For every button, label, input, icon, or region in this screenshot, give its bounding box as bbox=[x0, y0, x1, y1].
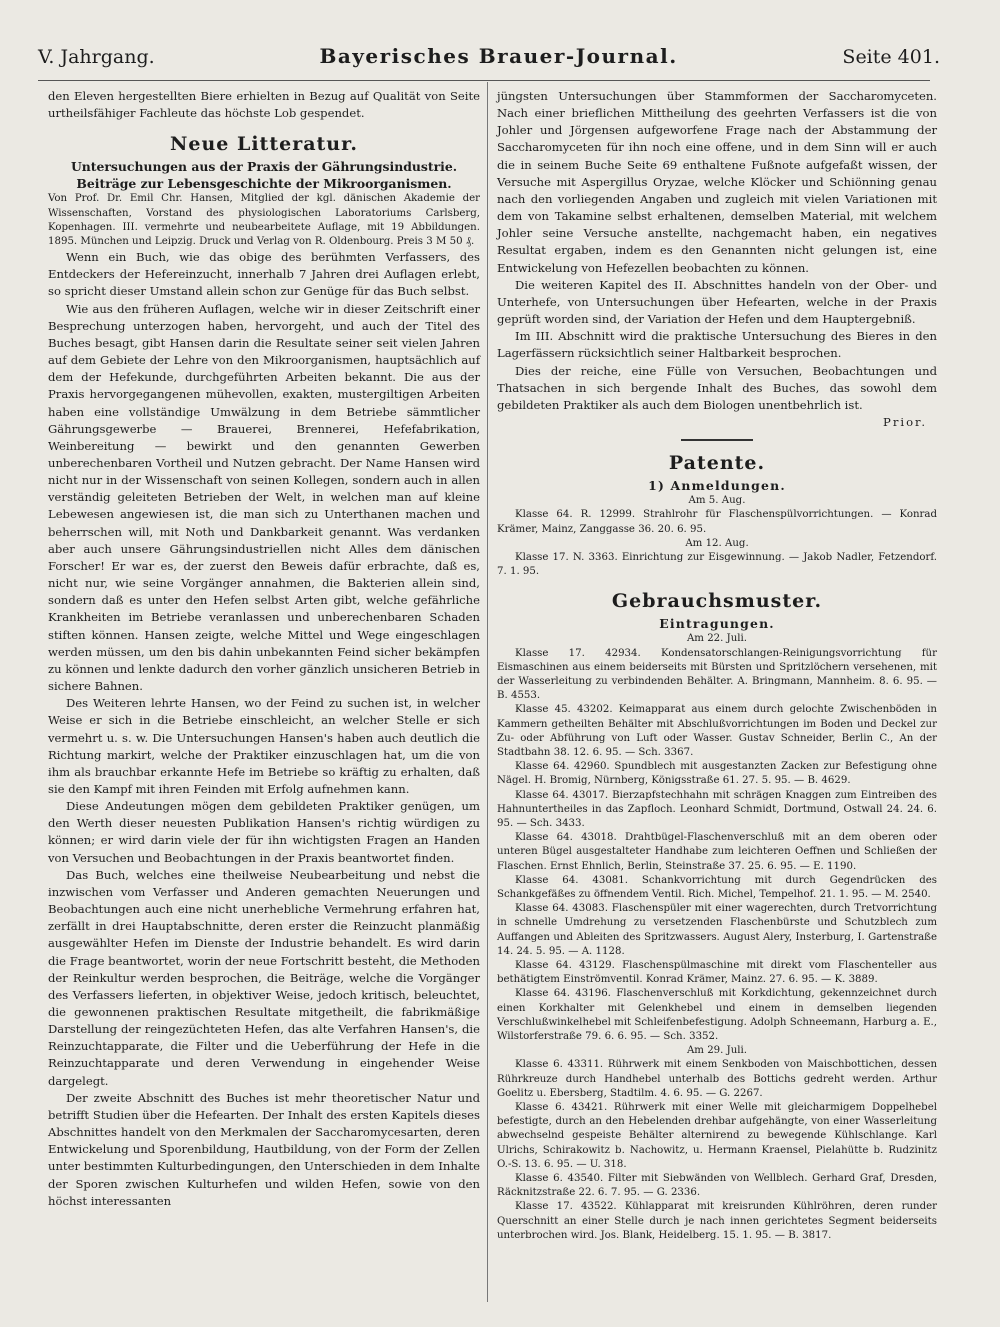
intro-paragraph: den Eleven hergestellten Biere erhielten in Bezug auf Qualität von Seite urtheilsfähiger Fachleute das höchste Lob gespendet. bbox=[48, 89, 480, 121]
section-title-patents: Patente. bbox=[668, 452, 766, 475]
register-entry: Klasse 64. 43018. Drahtbügel-Flaschenverschluß mit an dem oberen oder unteren Bügel ausgestalteter Handhabe zum leichteren Oeffnen und Schließen der Flaschen. Ernst Ehnlich, Berlin, Steinstraße 37. 25. 6. 95. — E. 1190. bbox=[497, 832, 937, 872]
entry-date: Am 22. Juli. bbox=[686, 633, 748, 645]
section-title-utility-models: Gebrauchsmuster. bbox=[611, 590, 823, 613]
entry-date: Am 29. Juli. bbox=[686, 1045, 748, 1057]
register-entry: Klasse 64. 43083. Flaschenspüler mit einer wagerechten, durch Tretvorrichtung in schnelle Umdrehung zu versetzenden Flaschenbürste und Schutzblech zum Auffangen und Ableiten des Spritzwassers. August Alery, Insterburg, I. Gartenstraße 14. 24. 5. 95. — A. 1128. bbox=[497, 903, 937, 957]
review-paragraph: Die weiteren Kapitel des II. Abschnittes handeln von der Ober- und Unterhefe, von Untersuchungen über Hefearten, welche in der Praxis geprüft worden sind, der Variation der Hefen und dem Hauptergebniß. bbox=[497, 277, 937, 327]
register-entry: Klasse 64. 43129. Flaschenspülmaschine mit direkt vom Flaschenteller aus bethätigtem Einströmventil. Konrad Krämer, Mainz. 27. 6. 95. — K. 3889. bbox=[497, 960, 937, 986]
section-divider bbox=[681, 439, 753, 441]
book-title-line-2: Beiträge zur Lebensgeschichte der Mikroorganismen. bbox=[76, 176, 452, 192]
volume-label: V. Jahrgang. bbox=[38, 46, 155, 68]
left-column bbox=[48, 88, 480, 1210]
register-entry: Klasse 64. 42960. Spundblech mit ausgestanzten Zacken zur Befestigung ohne Nägel. H. Bromig, Nürnberg, Königsstraße 61. 27. 5. 95. — B. 4629. bbox=[497, 761, 937, 787]
page-header bbox=[38, 44, 940, 78]
review-paragraph: Der zweite Abschnitt des Buches ist mehr theoretischer Natur und betrifft Studien über die Hefearten. Der Inhalt des ersten Kapitels dieses Abschnittes handelt von den Merkmalen der Saccharomycesarten, deren Entwickelung und Sporenbildung, Hautbildung, von der Form der Zellen unter bestimmten Kulturbedingungen, den Unterschieden in dem Inhalte der Sporen zwischen Kulturhefen und wilden Hefen, sowie von den höchst interessanten bbox=[48, 1090, 480, 1208]
utility-models-list bbox=[497, 632, 937, 1243]
register-entry: Klasse 64. 43017. Bierzapfstechhahn mit schrägen Knaggen zum Eintreiben des Hahnuntertheiles in das Zapfloch. Leonhard Schmidt, Dortmund, Ostwall 24. 24. 6. 95. — Sch. 3433. bbox=[497, 789, 937, 829]
page-number: Seite 401. bbox=[842, 46, 940, 68]
review-paragraph: Im III. Abschnitt wird die praktische Untersuchung des Bieres in den Lagerfässern rücksichtlich seiner Haltbarkeit besprochen. bbox=[497, 329, 937, 361]
utility-models-subtitle: Eintragungen. bbox=[659, 616, 775, 632]
register-entry: Klasse 6. 43421. Rührwerk mit einer Welle mit gleicharmigem Doppelhebel befestigte, durch an den Hebelenden drehbar aufgehängte, von einer Wasserleitung abwechselnd gespeiste Behälter alternirend zu bewegende Kühlschlange. Karl Ulrichs, Schirakowitz b. Nachowitz, u. Hermann Kraensel, Pielahütte b. Rudzinitz O.-S. 13. 6. 95. — U. 318. bbox=[497, 1102, 937, 1170]
review-paragraph: Dies der reiche, eine Fülle von Versuchen, Beobachtungen und Thatsachen in sich bergende Inhalt des Buches, das sowohl dem gebildeten Praktiker als auch dem Biologen unentbehrlich ist. bbox=[497, 363, 937, 412]
register-entry: Klasse 6. 43540. Filter mit Siebwänden von Wellblech. Gerhard Graf, Dresden, Räcknitzstraße 22. 6. 7. 95. — G. 2336. bbox=[497, 1173, 937, 1199]
journal-title: Bayerisches Brauer-Journal. bbox=[319, 44, 678, 68]
register-entry: Klasse 64. 43196. Flaschenverschluß mit Korkdichtung, gekennzeichnet durch einen Korkhalter mit Gelenkhebel und einem in demselben liegenden Verschlußwinkelhebel mit Schleifenbefestigung. Adolph Schneemann, Harburg a. E., Wilstorferstraße 79. 6. 6. 95. — Sch. 3352. bbox=[497, 988, 937, 1043]
register-entry: Klasse 64. R. 12999. Strahlrohr für Flaschenspülvorrichtungen. — Konrad Krämer, Mainz, Zanggasse 36. 20. 6. 95. bbox=[497, 509, 937, 535]
header-rule bbox=[38, 80, 930, 81]
register-entry: Klasse 45. 43202. Keimapparat aus einem durch gelochte Zwischenböden in Kammern getheilten Behälter mit Abschlußvorrichtungen im Boden und Deckel zur Zu- oder Abführung von Luft oder Wasser. Gustav Schneider, Berlin C., An der Stadtbahn 38. 12. 6. 95. — Sch. 3367. bbox=[497, 704, 937, 758]
review-paragraph: Wenn ein Buch, wie das obige des berühmten Verfassers, des Entdeckers der Hefereinzucht, innerhalb 7 Jahren drei Auflagen erlebt, so spricht dieser Umstand allein schon zur Genüge für das Buch selbst. bbox=[48, 250, 480, 299]
register-entry: Klasse 64. 43081. Schankvorrichtung mit durch Gegendrücken des Schankgefäßes zu öffnendem Ventil. Rich. Michel, Tempelhof. 21. 1. 95. — M. 2540. bbox=[497, 874, 937, 900]
book-title-line-1: Untersuchungen aus der Praxis der Gährungsindustrie. bbox=[70, 159, 458, 175]
patents-subtitle: 1) Anmeldungen. bbox=[648, 478, 786, 494]
review-paragraph: Diese Andeutungen mögen dem gebildeten Praktiker genügen, um den Werth dieser neuesten Publikation Hansen's richtig würdigen zu können; er wird darin viele der für ihn wichtigsten Fragen an Handen von Versuchen und Beobachtungen in der Praxis beantwortet finden. bbox=[48, 799, 480, 865]
review-paragraph: jüngsten Untersuchungen über Stammformen der Saccharomyceten. Nach einer brieflichen Mittheilung des geehrten Verfassers ist die von Johler und Jörgensen aufgeworfene Frage nach der Abstammung der Saccharomyceten für ihn noch eine offene, und in dem Sinn will er auch die in seinem Buche Seite 69 enthaltene Fußnote aufgefaßt wissen, der Versuche mit Aspergillus Oryzae, welche Klöcker und Schiönning genau nach den vorliegenden Angaben und zugleich mit vielen Variationen mit dem von Takamine selbst erhaltenen, demselben Material, mit welchem Johler seine Versuche anstellte, nachgemacht haben, ein negatives Resultat ergaben, indem es den Genannten nicht gelungen ist, eine Entwickelung von Hefezellen beobachten zu können. bbox=[497, 89, 937, 275]
register-entry: Klasse 6. 43311. Rührwerk mit einem Senkboden von Maischbottichen, dessen Rührkreuze durch Handhebel unterhalb des Bottichs gedreht werden. Arthur Goelitz u. Ebersberg, Stadtilm. 4. 6. 95. — G. 2267. bbox=[497, 1059, 937, 1099]
entry-date: Am 5. Aug. bbox=[688, 495, 746, 507]
review-signature: Prior. bbox=[883, 414, 927, 429]
book-metadata: Von Prof. Dr. Emil Chr. Hansen, Mitglied der kgl. dänischen Akademie der Wissenschaften, Vorstand des physiologischen Laboratoriums Carlsberg, Kopenhagen. III. vermehrte und neubearbeitete Auflage, mit 19 Abbildungen. 1895. München und Leipzig. Druck und Verlag von R. Oldenbourg. Preis 3 M 50 ₰. bbox=[48, 193, 480, 247]
review-paragraph: Wie aus den früheren Auflagen, welche wir in dieser Zeitschrift einer Besprechung unterzogen haben, hervorgeht, und auch der Titel des Buches besagt, gibt Hansen darin die Resultate seiner seit vielen Jahren auf dem Gebiete der Lehre von den Mikroorganismen, hauptsächlich auf dem der Hefekunde, durchgeführten Arbeiten bekannt. Die aus der Praxis hervorgegangenen mühevollen, exakten, mustergiltigen Arbeiten haben eine vollständige Umwälzung in dem Betriebe sämmtlicher Gährungsgewerbe — Brauerei, Brennerei, Hefefabrikation, Weinbereitung — bewirkt und den genannten Gewerben unberechenbaren Vortheil und Nutzen gebracht. Der Name Hansen wird nicht nur in der Wissenschaft von seinen Kollegen, sondern auch in allen verständig geleiteten Betrieben der Welt, in welchen man auf kleine Lebewesen angewiesen ist, die man sich zu Unterthanen machen und beherrschen will, mit Noth und Dankbarkeit genannt. Was verdanken aber auch unsere Gährungsindustriellen nicht Alles dem dänischen Forscher! Er war es, der zuerst den Beweis dafür erbrachte, daß es, nicht nur, wie seine Vorgänger annahmen, die Bakterien allein sind, sondern daß es unter den Hefen selbst Arten gibt, welche gefährliche Krankheiten im Betriebe veranlassen und unberechenbaren Schaden stiften können. Hansen zeigte, welche Mittel und Wege eingeschlagen werden müssen, um den bis dahin unbekannten Feind sicher bekämpfen zu können und lenkte dadurch den vorher gänzlich unsicheren Betrieb in sichere Bahnen. bbox=[48, 301, 480, 694]
register-entry: Klasse 17. N. 3363. Einrichtung zur Eisgewinnung. — Jakob Nadler, Fetzendorf. 7. 1. 95. bbox=[497, 551, 937, 578]
review-paragraph: Das Buch, welches eine theilweise Neubearbeitung und nebst die inzwischen vom Verfasser und Anderen gemachten Neuerungen und Beobachtungen auch eine nicht unerhebliche Vermehrung erfahren hat, zerfällt in drei Hauptabschnitte, deren erster die Reinzucht planmäßig ausgewählter Hefen im Dienste der Industrie behandelt. Es wird darin die Frage beantwortet, worin der neue Fortschritt besteht, die Methoden der Reinkultur werden besprochen, die Beiträge, welche die Vorgänger des Verfassers lieferten, in objektiver Weise, jedoch kritisch, beleuchtet, die gewonnenen praktischen Resultate mitgetheilt, die fabrikmäßige Darstellung der reingezüchteten Hefen, das alte Verfahren Hansen's, die Reinzuchtapparate, die Filter und die Ueberführung der Hefe in die Reinzuchtapparate und deren Verwendung in eingehender Weise dargelegt. bbox=[48, 867, 480, 1088]
register-entry: Klasse 17. 42934. Kondensatorschlangen-Reinigungsvorrichtung für Eismaschinen aus einem beiderseits mit Bürsten und Spritzlöchern versehenen, mit der Wasserleitung zu verbindenden Behälter. A. Bringmann, Mannheim. 8. 6. 95. — B. 4553. bbox=[497, 647, 937, 702]
patents-list bbox=[497, 494, 937, 579]
entry-date: Am 12. Aug. bbox=[685, 537, 749, 549]
right-column bbox=[497, 88, 937, 1243]
column-divider bbox=[487, 82, 488, 1302]
section-title-literature: Neue Litteratur. bbox=[170, 133, 358, 156]
register-entry: Klasse 17. 43522. Kühlapparat mit kreisrunden Kühlröhren, deren runder Querschnitt an einer Stelle durch je nach innen gerichtetes Segment beiderseits unterbrochen wird. Jos. Blank, Heidelberg. 15. 1. 95. — B. 3817. bbox=[497, 1201, 937, 1241]
review-paragraph: Des Weiteren lehrte Hansen, wo der Feind zu suchen ist, in welcher Weise er sich in die Betriebe einschleicht, an welcher Stelle er sich vermehrt u. s. w. Die Untersuchungen Hansen's haben auch deutlich die Richtung markirt, welche der Praktiker einzuschlagen hat, um die von ihm als brauchbar erkannte Hefe im Betriebe so kräftig zu erhalten, daß sie den Kampf mit ihren Feinden mit Erfolg aufnehmen kann. bbox=[48, 696, 480, 796]
